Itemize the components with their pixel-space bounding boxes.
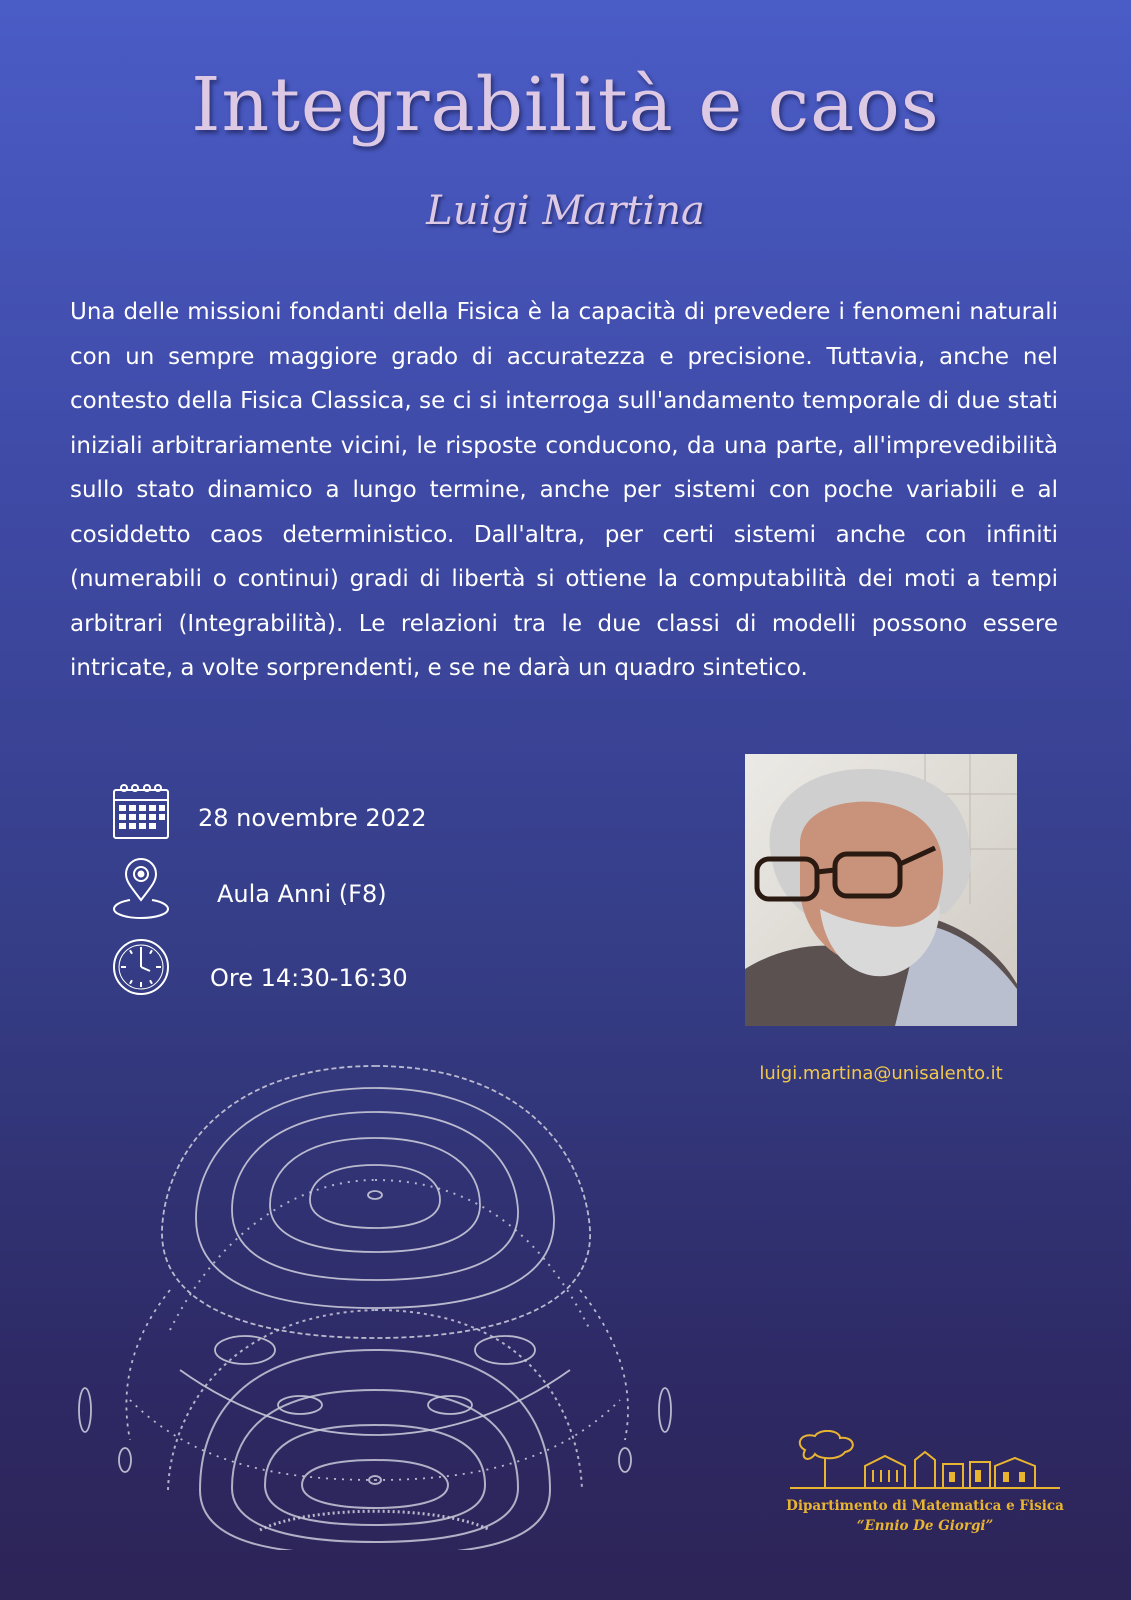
department-subname: “Ennio De Giorgi” (856, 1518, 994, 1534)
department-logo (785, 1430, 1065, 1540)
calendar-icon (112, 782, 170, 842)
event-date: 28 novembre 2022 (198, 804, 427, 832)
event-location: Aula Anni (F8) (217, 880, 387, 908)
department-logo-icon (785, 1430, 1065, 1496)
event-time: Ore 14:30-16:30 (210, 964, 408, 992)
poincare-orbits-illustration (70, 1040, 680, 1540)
clock-icon (112, 938, 170, 996)
department-name: Dipartimento di Matematica e Fisica (786, 1498, 1064, 1514)
speaker-photo (745, 754, 1017, 1026)
map-pin-icon (112, 856, 170, 920)
speaker-name: Luigi Martina (426, 188, 705, 234)
abstract-text: Una delle missioni fondanti della Fisica è la capacità di prevedere i fenomeni naturali con un sempre maggiore grado di accuratezza e precisione. Tuttavia, anche nel contesto della Fisica Classica, se ci si interroga sull'andamento temporale di due stati iniziali arbitrariamente vicini, le risposte conducono, da una parte, all'imprevedibilità sullo stato dinamico a lungo termine, anche per sistemi con poche variabili e al cosiddetto caos deterministico. Dall'altra, per certi sistemi anche con infiniti (numerabili o continui) gradi di libertà si ottiene la computabilità dei moti a tempi arbitrari (Integrabilità). Le relazioni tra le due classi di modelli possono essere intricate, a volte sorprendenti, e se ne darà un quadro sintetico. (70, 299, 1058, 681)
page-title: Integrabilità e caos (191, 62, 940, 148)
speaker-email[interactable]: luigi.martina@unisalento.it (759, 1063, 1003, 1084)
